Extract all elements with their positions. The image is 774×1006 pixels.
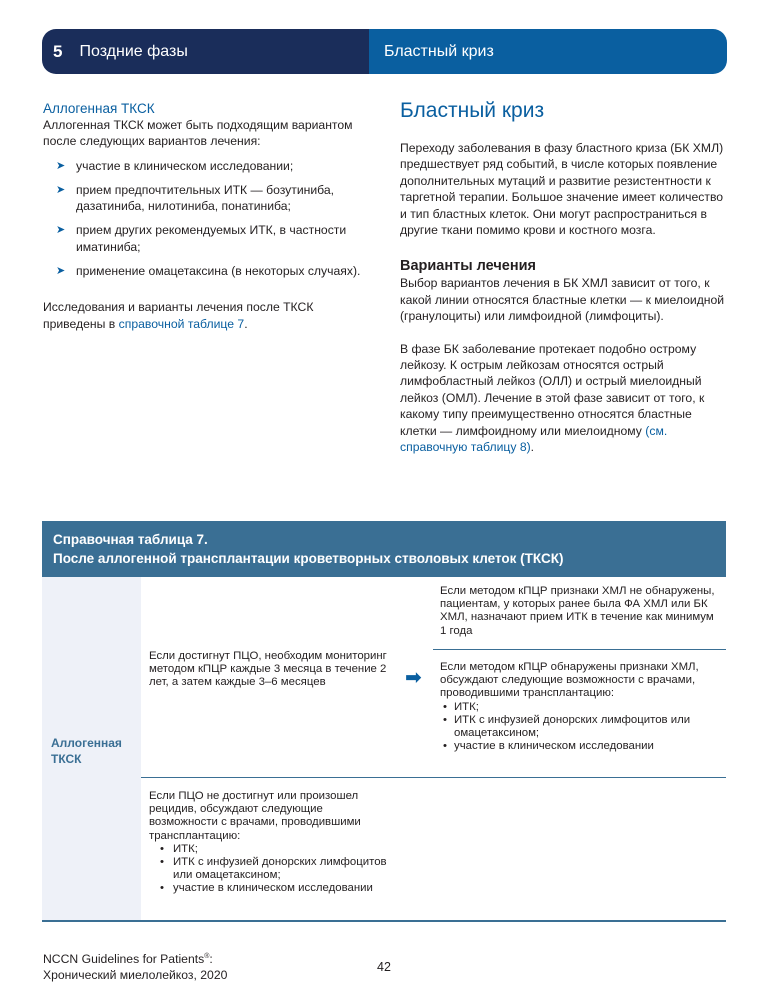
list-item: ➤ прием других рекомендуемых ИТК, в частности иматиниба; — [56, 223, 347, 254]
list-item: • ИТК; — [160, 842, 198, 855]
cell-found-list — [440, 701, 720, 754]
allo-closing-text: Исследования и варианты лечения после ТКСК приведены в справочной таблице 7. — [43, 300, 314, 331]
list-item: • ИТК с инфузией донорских лимфоцитов или омацетаксином; — [160, 856, 387, 882]
section-title: Бластный криз — [369, 29, 727, 74]
arrow-right-icon: ➡ — [405, 667, 422, 689]
list-item: • ИТК с инфузией донорских лимфоцитов или омацетаксином; — [443, 713, 691, 740]
list-item: • ИТК; — [443, 700, 479, 713]
row-divider — [433, 649, 726, 650]
page-footer — [43, 949, 227, 983]
chevron-right-icon: ➤ — [56, 224, 66, 237]
cell-pco-not-reached: Если ПЦО не достигнут или произошел рецидив, обсуждают следующие возможности с врачами, проводившими трансплантацию: • ИТК; • ИТК с инфузией донорских лимфоцитов или омацетаксином; • участие в клиническом исследовании — [149, 790, 394, 896]
table-7-title-line2: После аллогенной трансплантации кроветворных стволовых клеток (ТКСК) — [53, 551, 564, 566]
chevron-right-icon: ➤ — [56, 183, 66, 196]
blast-crisis-paragraph-2: Выбор вариантов лечения в БК ХМЛ зависит от того, к какой линии относятся бластные клетки — к миелоидной (гранулоциты) или лимфоидной (лимфоциты). — [400, 276, 725, 324]
list-item: • участие в клиническом исследовании — [160, 882, 373, 895]
row-divider — [141, 777, 726, 778]
table-8-link[interactable]: (см. справочную таблицу 8) — [400, 423, 668, 455]
allo-bullet-list — [43, 158, 373, 280]
table-category-cell — [42, 577, 141, 920]
footer-line-1: NCCN Guidelines for Patients®: — [43, 952, 213, 967]
chevron-right-icon: ➤ — [56, 159, 66, 172]
chapter-banner-left — [42, 29, 369, 74]
list-item: • участие в клиническом исследовании — [443, 740, 654, 753]
right-column — [400, 98, 725, 456]
page-number: 42 — [377, 960, 391, 974]
left-column — [43, 101, 373, 332]
cell-not-reached-list — [149, 843, 394, 896]
table-7-header — [42, 521, 726, 577]
table-7-link[interactable]: справочной таблице 7 — [118, 316, 245, 331]
footer-line-2: Хронический миелолейкоз, 2020 — [43, 968, 228, 983]
cell-pco-reached: Если достигнут ПЦО, необходим мониторинг методом кПЦР каждые 3 месяца в течение 2 лет, а затем каждые 3–6 месяцев — [149, 650, 387, 689]
list-item: ➤ применение омацетаксина (в некоторых случаях). — [56, 264, 361, 279]
blast-crisis-title: Бластный криз — [400, 99, 545, 122]
chapter-number: 5 — [53, 41, 63, 61]
table-category-label: Аллогенная ТКСК — [51, 736, 122, 766]
allo-heading: Аллогенная ТКСК — [43, 101, 155, 116]
cell-not-found: Если методом кПЦР признаки ХМЛ не обнаружены, пациентам, у которых ранее была ФА ХМЛ или БК ХМЛ, назначают прием ИТК в течение как минимум 1 года — [440, 585, 715, 637]
list-item: ➤ прием предпочтительных ИТК — бозутиниба, дазатиниба, нилотиниба, понатиниба; — [56, 182, 335, 214]
table-7-body — [42, 577, 726, 920]
treatment-options-heading: Варианты лечения — [400, 258, 536, 275]
chevron-right-icon: ➤ — [56, 265, 66, 278]
table-bottom-border — [42, 920, 726, 922]
chapter-title: Поздние фазы — [79, 42, 188, 60]
blast-crisis-paragraph-3: В фазе БК заболевание протекает подобно острому лейкозу. К острым лейкозам относятся острый лимфобластный лейкоз (ОЛЛ) и острый миелоидный лейкоз (ОМЛ). Лечение в этой фазе зависит от того, к какому типу преимущественно относятся бластные клетки — лимфоидному или миелоидному (см. справочную таблицу 8). — [400, 341, 705, 455]
cell-found: Если методом кПЦР обнаружены признаки ХМЛ, обсуждают следующие возможности с врачами, проводившими трансплантацию: • ИТК; • ИТК с инфузией донорских лимфоцитов или омацетаксином; • участие в клиническом исследовании — [440, 661, 720, 753]
chapter-banner — [42, 29, 727, 74]
list-item: ➤ участие в клиническом исследовании; — [56, 158, 294, 173]
allo-intro: Аллогенная ТКСК может быть подходящим вариантом после следующих вариантов лечения: — [43, 118, 353, 149]
blast-crisis-paragraph-1: Переходу заболевания в фазу бластного криза (БК ХМЛ) предшествует ряд событий, в числе которых появление дополнительных мутаций и развитие резистентности к таргетной терапии. Большое значение имеет количество и тип бластных клеток. Они могут распространиться в другие ткани помимо крови и костного мозга. — [400, 141, 724, 238]
table-7-title-line1: Справочная таблица 7. — [53, 532, 208, 547]
